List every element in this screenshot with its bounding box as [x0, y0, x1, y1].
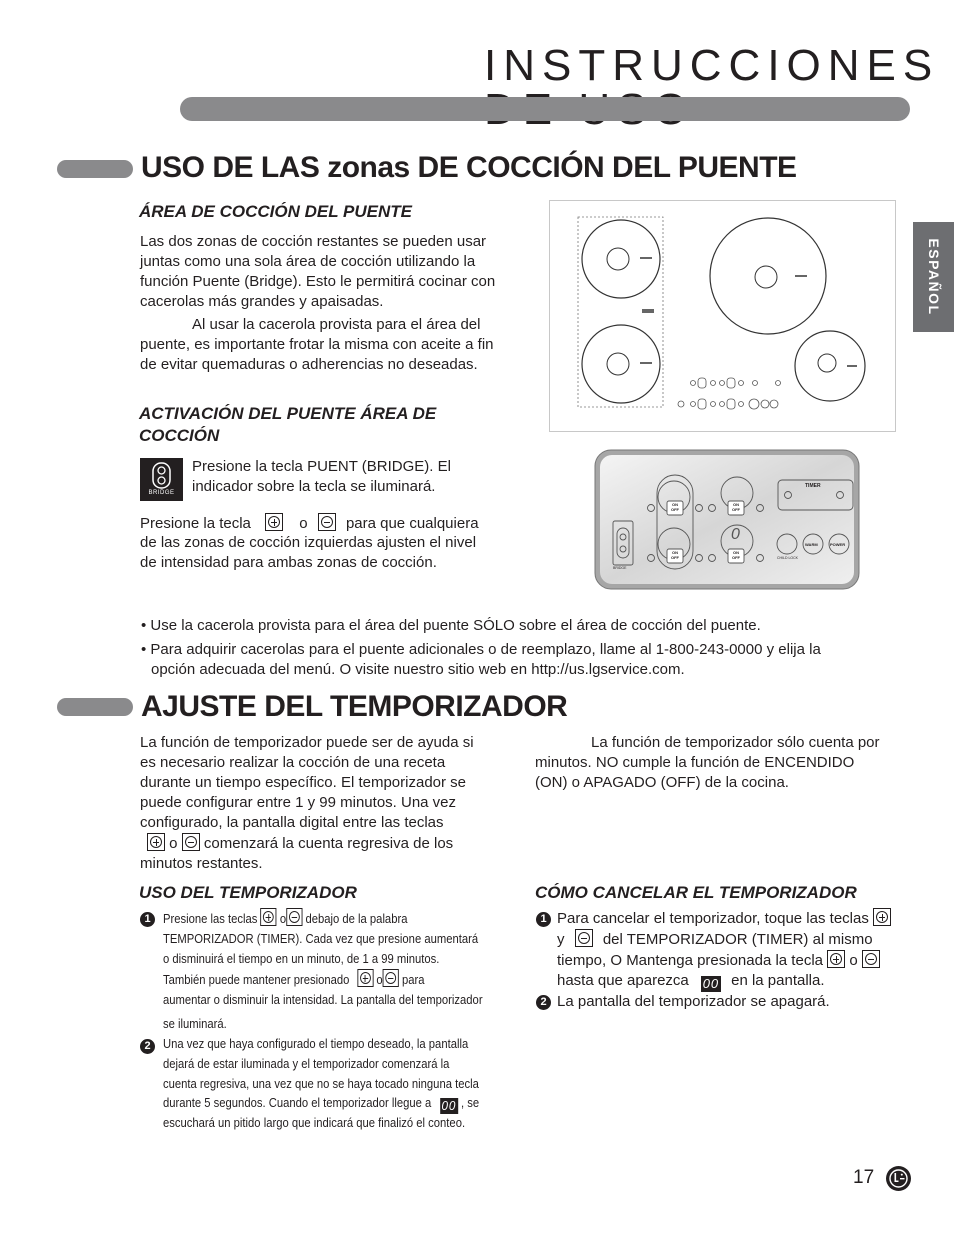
panel-digit: 0 [731, 526, 740, 543]
plus-key-icon [357, 969, 373, 987]
minus-key-icon [862, 950, 880, 968]
panel-timer-label: TIMER [805, 483, 821, 489]
cancel-step-1-badge: 1 [536, 912, 551, 927]
panel-on-off-4: ON OFF [732, 550, 740, 560]
panel-on-off-1: ON OFF [671, 502, 679, 512]
plus-key-icon [261, 908, 277, 926]
bullet-2: • Para adquirir cacerolas para el puente adicionales o de reemplazo, llame al 1-800-243-0000 y elija la [141, 641, 821, 658]
minus-key-icon [318, 513, 336, 531]
section-pill [57, 698, 133, 716]
plus-key-icon [147, 833, 165, 851]
activation-heading: ACTIVACIÓN DEL PUENTE ÁREA DE COCCIÓN [139, 404, 437, 445]
panel-bridge-label: BRIDGE [613, 566, 627, 570]
panel-power-label: POWER [830, 542, 846, 547]
use-step-1: Presione las teclas o debajo de la palabra TEMPORIZADOR (TIMER). Cada vez que presione aumentará o disminuirá el tiempo en un minuto, de 1 a 99 minutos. También puede mantener presionado o para aumentar o disminuir la intensidad. La pantalla del temporizador se iluminará. [163, 908, 483, 1035]
header-bar [180, 97, 910, 121]
plus-key-icon [873, 908, 891, 926]
minus-key-icon [575, 929, 593, 947]
panel-on-off-2: ON OFF [671, 550, 679, 560]
step-2-badge: 2 [140, 1039, 155, 1054]
cancel-step-1: Para cancelar el temporizador, toque las teclas y del TEMPORIZADOR (TIMER) al mismo tiempo, O Mantenga presionada la tecla o hasta que aparezca 00 en la pantalla. [557, 908, 891, 992]
language-tab-label: ESPAÑOL [925, 238, 942, 316]
press-key-text: Presione la tecla o para que cualquiera [140, 515, 479, 532]
panel-child-lock-label: CHILD LOCK [777, 556, 799, 560]
section-title-bridge: USO DE LAS zonas DE COCCIÓN DEL PUENTE [141, 151, 797, 184]
minus-key-icon [383, 969, 399, 987]
area-paragraph-1: Las dos zonas de cocción restantes se pueden usar juntas como una sola área de cocción utilizando la función Puente (Bridge). Esto le permitirá cocinar con cacerolas más grandes y apaisadas. [140, 233, 496, 310]
bullet-1: • Use la cacerola provista para el área del puente SÓLO sobre el área de cocción del puente. [141, 617, 761, 634]
area-heading: ÁREA DE COCCIÓN DEL PUENTE [139, 202, 412, 221]
plus-key-icon [265, 513, 283, 531]
section-pill [57, 160, 133, 178]
language-tab [913, 222, 954, 332]
timer-digits-icon: 00 [441, 1098, 457, 1114]
panel-on-off-3: ON OFF [732, 502, 740, 512]
bullet-2-cont: opción adecuada del menú. O visite nuestro sitio web en http://us.lgservice.com. [151, 661, 685, 678]
page-number: 17 [853, 1167, 875, 1188]
cancel-step-2-badge: 2 [536, 995, 551, 1010]
cancel-step-2: La pantalla del temporizador se apagará. [557, 993, 830, 1010]
timer-intro: La función de temporizador puede ser de ayuda si es necesario realizar la cocción de una receta durante un tiempo específico. El temporizador se puede configurar entre 1 y 99 minutos. Una vez configurado, la pantalla digital entre las teclas o comenzará la cuenta regresiva de los minutos restantes. [140, 734, 474, 872]
press-key-text-cont: de las zonas de cocción izquierdas ajusten el nivel de intensidad para ambas zonas de cocción. [140, 534, 477, 571]
section-title-timer: AJUSTE DEL TEMPORIZADOR [141, 690, 568, 723]
control-panel-illustration [594, 449, 860, 590]
minus-key-icon [182, 833, 200, 851]
use-timer-heading: USO DEL TEMPORIZADOR [139, 883, 357, 902]
bridge-key-icon: BRIDGE [140, 458, 183, 501]
cancel-timer-heading: CÓMO CANCELAR EL TEMPORIZADOR [535, 883, 857, 902]
panel-warm-label: WARM [805, 542, 818, 547]
use-step-2: Una vez que haya configurado el tiempo deseado, la pantalla dejará de estar iluminada y el temporizador comenzará la cuenta regresiva, una vez que no se haya tocado ninguna tecla durante 5 segundos. Cuando el temporizador llegue a 00 , se escuchará un pitido largo que indicará que finalizó el conteo. [163, 1037, 480, 1131]
minus-key-icon [286, 908, 302, 926]
lg-logo-icon [886, 1166, 911, 1191]
timer-note: La función de temporizador sólo cuenta por minutos. NO cumple la función de ENCENDIDO (ON) o APAGADO (OFF) de la cocina. [535, 734, 880, 791]
area-paragraph-2: Al usar la cacerola provista para el área del puente, es importante frotar la misma con aceite a fin de evitar quemaduras o adherencias no deseadas. [140, 316, 494, 373]
timer-digits-icon: 00 [702, 976, 720, 991]
page-header-title: INSTRUCCIONES [484, 41, 940, 90]
step-1-badge: 1 [140, 912, 155, 927]
activation-text: Presione la tecla PUENT (BRIDGE). El indicador sobre la tecla se iluminará. [192, 458, 451, 495]
plus-key-icon [827, 950, 845, 968]
cooktop-diagram [549, 200, 896, 432]
